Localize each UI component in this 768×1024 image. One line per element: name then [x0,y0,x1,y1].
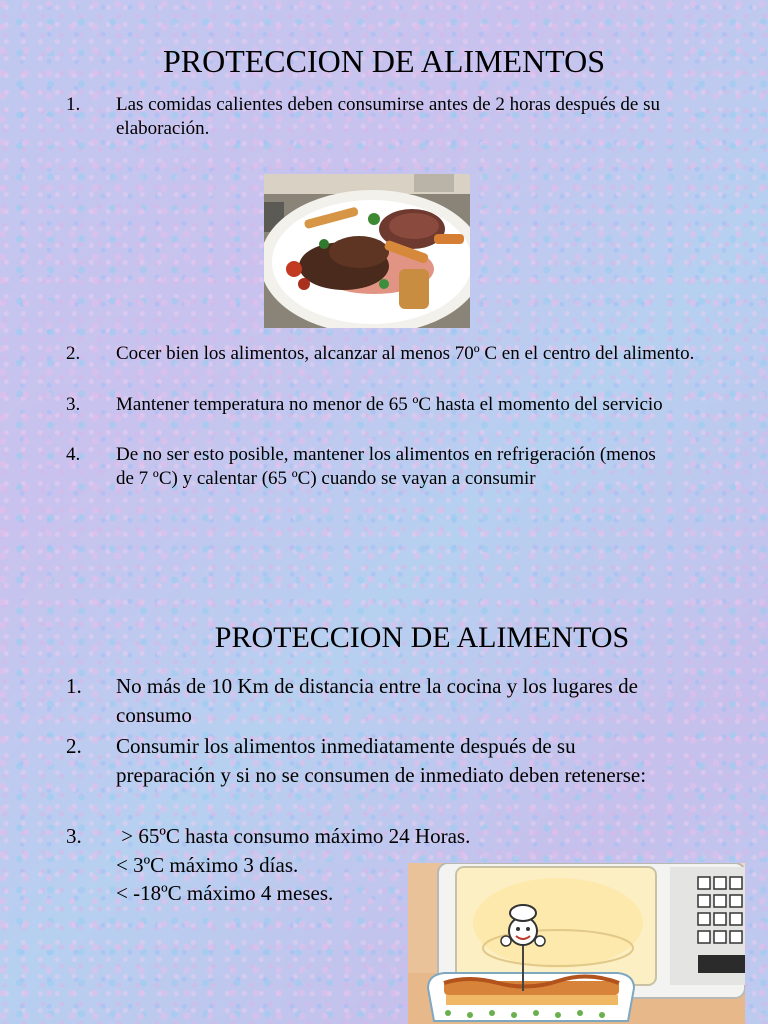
item-text: Mantener temperatura no menor de 65 ºC hasta el momento del servicio [116,394,663,415]
item-number: 4. [66,444,81,465]
microwave-lasagna-illustration [408,863,745,1024]
slide-2 [0,512,768,1024]
item-text: No más de 10 Km de distancia entre la cocina y los lugares de consumo [116,674,638,727]
item-number: 3. [66,394,81,415]
retention-line-hot: > 65ºC hasta consumo máximo 24 Horas. [116,824,471,848]
retention-line-frozen: < -18ºC máximo 4 meses. [116,881,334,905]
item-number: 3. [66,824,82,848]
item-number: 1. [66,94,81,115]
item-text: Cocer bien los alimentos, alcanzar al menos 70º C en el centro del alimento. [116,343,695,364]
plated-food-photo [264,174,470,328]
item-number: 2. [66,734,82,758]
item-number: 1. [66,674,82,698]
item-text: Consumir los alimentos inmediatamente después de su preparación y si no se consumen de inmediato deben retenerse: [116,734,647,787]
retention-line-refrigerated: < 3ºC máximo 3 días. [116,852,299,877]
item-text: Las comidas calientes deben consumirse antes de 2 horas después de su elaboración. [116,94,660,139]
slide-2-title: PROTECCION DE ALIMENTOS [214,621,630,654]
item-number: 2. [66,343,81,364]
item-text: De no ser esto posible, mantener los alimentos en refrigeración (menos de 7 ºC) y calentar (65 ºC) cuando se vayan a consumir [116,444,656,489]
slide-1-title: PROTECCION DE ALIMENTOS [162,43,606,79]
